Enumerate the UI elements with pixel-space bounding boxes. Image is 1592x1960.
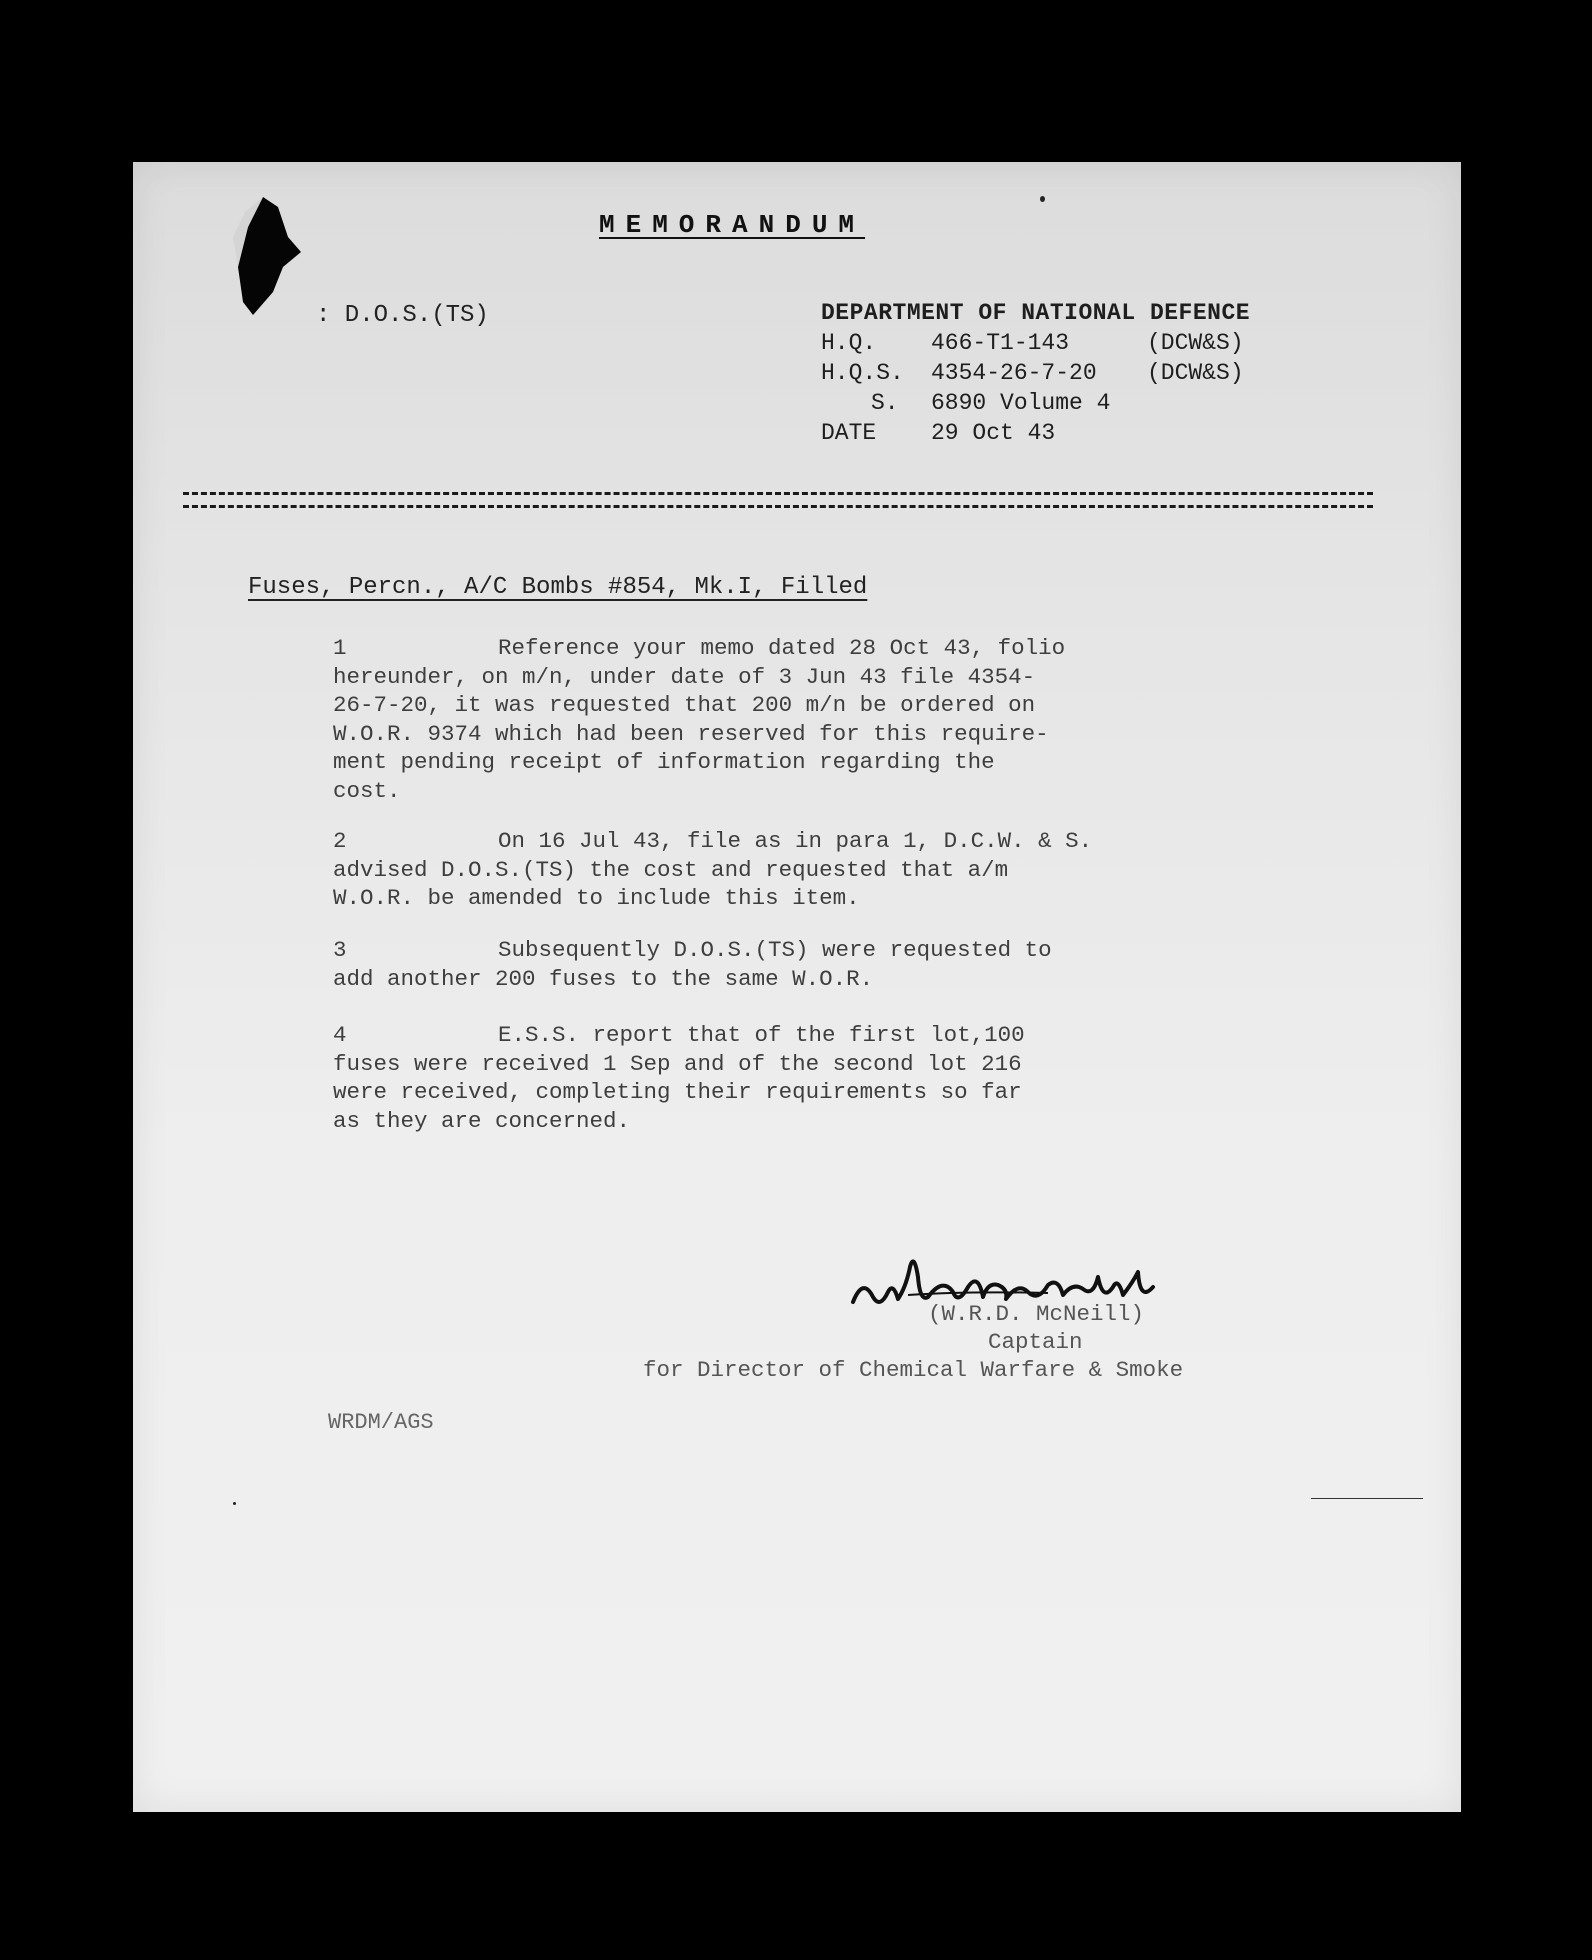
reference-row-s [821, 388, 1250, 418]
memo-heading: MEMORANDUM [599, 210, 866, 240]
paragraph-2 [333, 827, 1233, 913]
paragraph-line: hereunder, on m/n, under date of 3 Jun 43 file 4354- [333, 663, 1036, 690]
reference-note: (DCW&S) [1147, 330, 1244, 356]
torn-corner [233, 197, 303, 317]
signature-block [643, 1300, 1183, 1384]
department-name: DEPARTMENT OF NATIONAL DEFENCE [821, 300, 1251, 326]
typist-initials: WRDM/AGS [328, 1410, 434, 1435]
ink-speck [233, 1502, 236, 1505]
reference-note: (DCW&S) [1147, 360, 1244, 386]
reference-value: 29 Oct 43 [931, 420, 1056, 446]
paragraph-line: add another 200 fuses to the same W.O.R. [333, 965, 874, 992]
paragraph-line: fuses were received 1 Sep and of the second lot 216 [333, 1050, 1022, 1077]
paragraph-number: 3 [333, 937, 347, 963]
paragraph-line: were received, completing their requirements so far [333, 1079, 1022, 1105]
paragraph-number: 4 [333, 1022, 347, 1048]
paragraph-line: W.O.R. 9374 which had been reserved for this require- [333, 720, 1049, 747]
reference-row-hqs [821, 358, 1250, 388]
divider-rule [183, 492, 1373, 508]
paragraph-3 [333, 936, 1233, 993]
paragraph-line: On 16 Jul 43, file as in para 1, D.C.W. & S. [498, 828, 1093, 854]
reference-value: 4354-26-7-20 [931, 360, 1097, 386]
reference-value: 466-T1-143 [931, 330, 1070, 356]
paragraph-4 [333, 1021, 1233, 1135]
ink-speck [1040, 196, 1045, 202]
margin-line [1311, 1498, 1423, 1499]
reference-key: H.Q.S. [821, 360, 904, 386]
signatory-name: (W.R.D. McNeill) [928, 1301, 1145, 1327]
reference-row-date [821, 418, 1250, 448]
paragraph-line: Subsequently D.O.S.(TS) were requested to [498, 937, 1052, 963]
reference-row-hq [821, 328, 1250, 358]
paragraph-line: W.O.R. be amended to include this item. [333, 885, 860, 911]
memo-subject: Fuses, Percn., A/C Bombs #854, Mk.I, Filled [248, 574, 868, 601]
memo-paper [133, 162, 1461, 1812]
paragraph-line: ment pending receipt of information regarding the [333, 749, 995, 775]
signatory-title: for Director of Chemical Warfare & Smoke [643, 1357, 1184, 1383]
reference-value: 6890 Volume 4 [931, 390, 1111, 416]
reference-block [821, 298, 1250, 448]
paragraph-line: as they are concerned. [333, 1107, 631, 1134]
reference-key: H.Q. [821, 330, 877, 356]
paragraph-line: Reference your memo dated 28 Oct 43, folio [498, 635, 1066, 661]
reference-key: S. [871, 390, 899, 416]
paragraph-line: E.S.S. report that of the first lot,100 [498, 1022, 1025, 1048]
recipient: : D.O.S.(TS) [316, 302, 489, 329]
reference-key: DATE [821, 420, 877, 446]
paragraph-line: 26-7-20, it was requested that 200 m/n be ordered on [333, 692, 1036, 718]
signatory-rank: Captain [988, 1329, 1083, 1355]
paragraph-1 [333, 634, 1233, 805]
paragraph-number: 1 [333, 635, 347, 661]
paragraph-line: cost. [333, 777, 401, 804]
paragraph-line: advised D.O.S.(TS) the cost and requested that a/m [333, 856, 1009, 883]
paragraph-number: 2 [333, 828, 347, 854]
